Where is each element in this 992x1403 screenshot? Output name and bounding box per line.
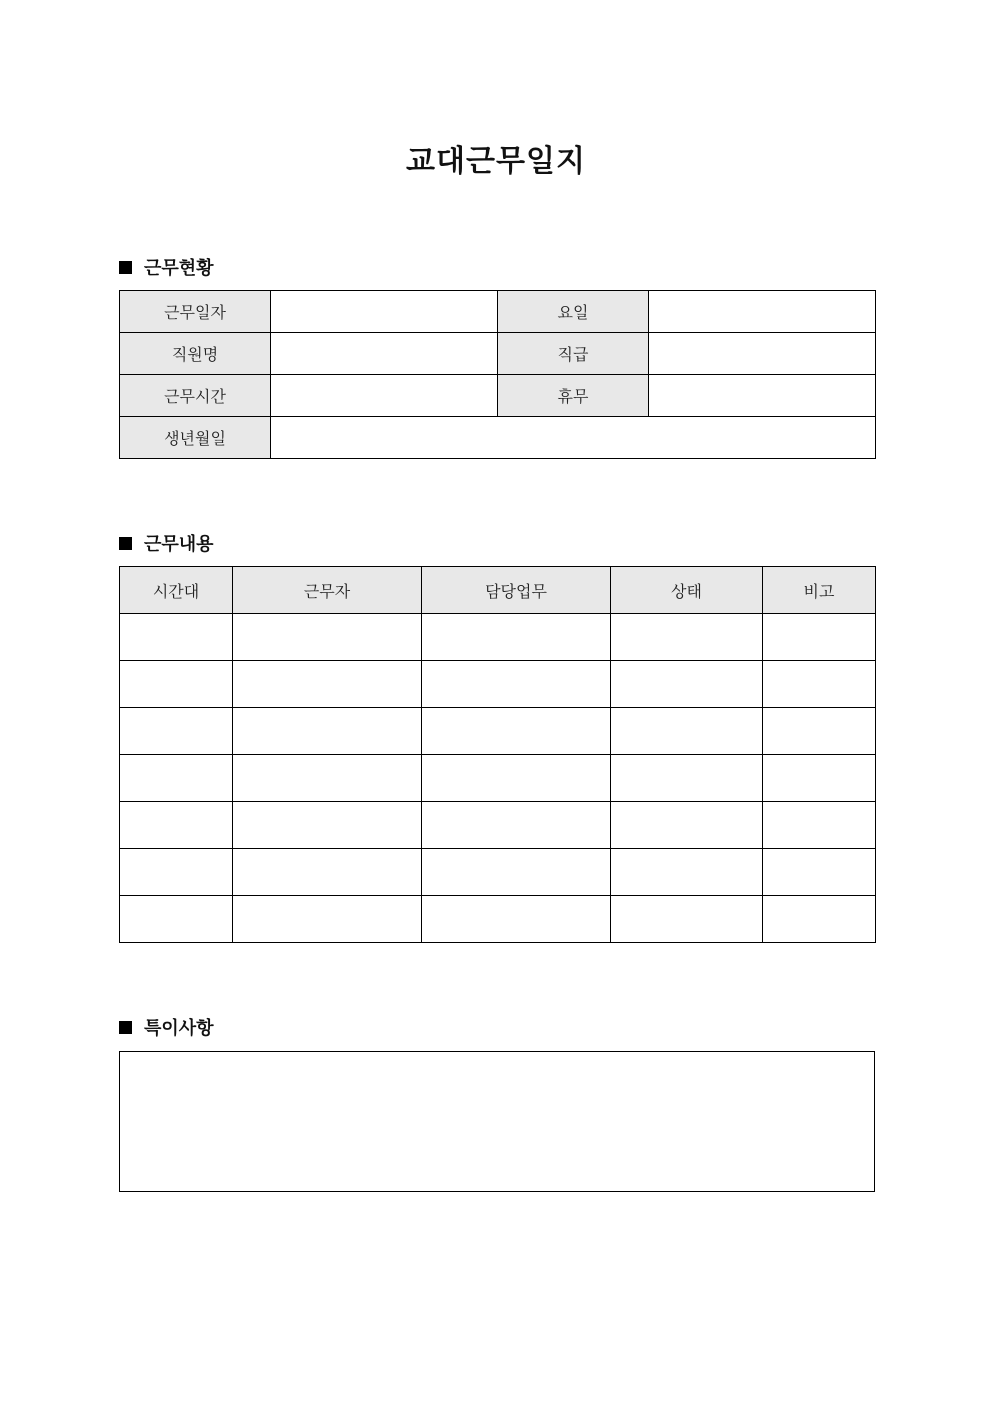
label-day-off: 휴무 [498, 375, 649, 417]
cell-status[interactable] [611, 755, 763, 802]
square-bullet-icon [119, 1021, 132, 1034]
cell-remarks[interactable] [763, 661, 876, 708]
section-heading-label: 근무내용 [144, 534, 214, 555]
table-header-row [120, 567, 876, 614]
label-employee-name: 직원명 [120, 333, 271, 375]
field-day-of-week[interactable] [649, 291, 876, 333]
cell-remarks[interactable] [763, 614, 876, 661]
cell-duty[interactable] [422, 896, 611, 943]
table-row [120, 417, 876, 459]
cell-status[interactable] [611, 661, 763, 708]
cell-worker[interactable] [233, 849, 422, 896]
cell-worker[interactable] [233, 708, 422, 755]
column-header-duty: 담당업무 [422, 567, 611, 614]
cell-time-slot[interactable] [120, 849, 233, 896]
section-heading-status [119, 254, 214, 280]
cell-remarks[interactable] [763, 708, 876, 755]
work-status-table [119, 290, 876, 459]
cell-status[interactable] [611, 708, 763, 755]
table-row [120, 333, 876, 375]
table-row [120, 755, 876, 802]
cell-time-slot[interactable] [120, 614, 233, 661]
field-work-hours[interactable] [271, 375, 498, 417]
cell-duty[interactable] [422, 708, 611, 755]
cell-time-slot[interactable] [120, 896, 233, 943]
cell-worker[interactable] [233, 755, 422, 802]
cell-status[interactable] [611, 896, 763, 943]
section-heading-label: 근무현황 [144, 258, 214, 279]
field-birth-date[interactable] [271, 417, 876, 459]
cell-time-slot[interactable] [120, 802, 233, 849]
column-header-remarks: 비고 [763, 567, 876, 614]
table-row [120, 661, 876, 708]
table-row [120, 896, 876, 943]
table-row [120, 708, 876, 755]
column-header-time-slot: 시간대 [120, 567, 233, 614]
special-notes-box[interactable] [119, 1051, 875, 1192]
cell-duty[interactable] [422, 661, 611, 708]
cell-time-slot[interactable] [120, 661, 233, 708]
column-header-status: 상태 [611, 567, 763, 614]
column-header-worker: 근무자 [233, 567, 422, 614]
document-title: 교대근무일지 [406, 144, 586, 179]
cell-worker[interactable] [233, 896, 422, 943]
cell-duty[interactable] [422, 802, 611, 849]
section-heading-work-content [119, 530, 214, 556]
cell-remarks[interactable] [763, 755, 876, 802]
field-work-date[interactable] [271, 291, 498, 333]
label-work-date: 근무일자 [120, 291, 271, 333]
cell-status[interactable] [611, 802, 763, 849]
label-day-of-week: 요일 [498, 291, 649, 333]
label-position: 직급 [498, 333, 649, 375]
table-row [120, 291, 876, 333]
cell-remarks[interactable] [763, 802, 876, 849]
cell-remarks[interactable] [763, 849, 876, 896]
cell-worker[interactable] [233, 614, 422, 661]
label-birth-date: 생년월일 [120, 417, 271, 459]
field-day-off[interactable] [649, 375, 876, 417]
cell-remarks[interactable] [763, 896, 876, 943]
table-row [120, 375, 876, 417]
square-bullet-icon [119, 261, 132, 274]
cell-time-slot[interactable] [120, 755, 233, 802]
section-heading-notes [119, 1014, 214, 1040]
table-row [120, 849, 876, 896]
label-work-hours: 근무시간 [120, 375, 271, 417]
field-position[interactable] [649, 333, 876, 375]
cell-worker[interactable] [233, 661, 422, 708]
cell-time-slot[interactable] [120, 708, 233, 755]
work-content-table [119, 566, 876, 943]
cell-worker[interactable] [233, 802, 422, 849]
cell-status[interactable] [611, 614, 763, 661]
cell-status[interactable] [611, 849, 763, 896]
table-row [120, 614, 876, 661]
section-heading-label: 특이사항 [144, 1018, 214, 1039]
field-employee-name[interactable] [271, 333, 498, 375]
cell-duty[interactable] [422, 755, 611, 802]
square-bullet-icon [119, 537, 132, 550]
table-row [120, 802, 876, 849]
cell-duty[interactable] [422, 849, 611, 896]
cell-duty[interactable] [422, 614, 611, 661]
